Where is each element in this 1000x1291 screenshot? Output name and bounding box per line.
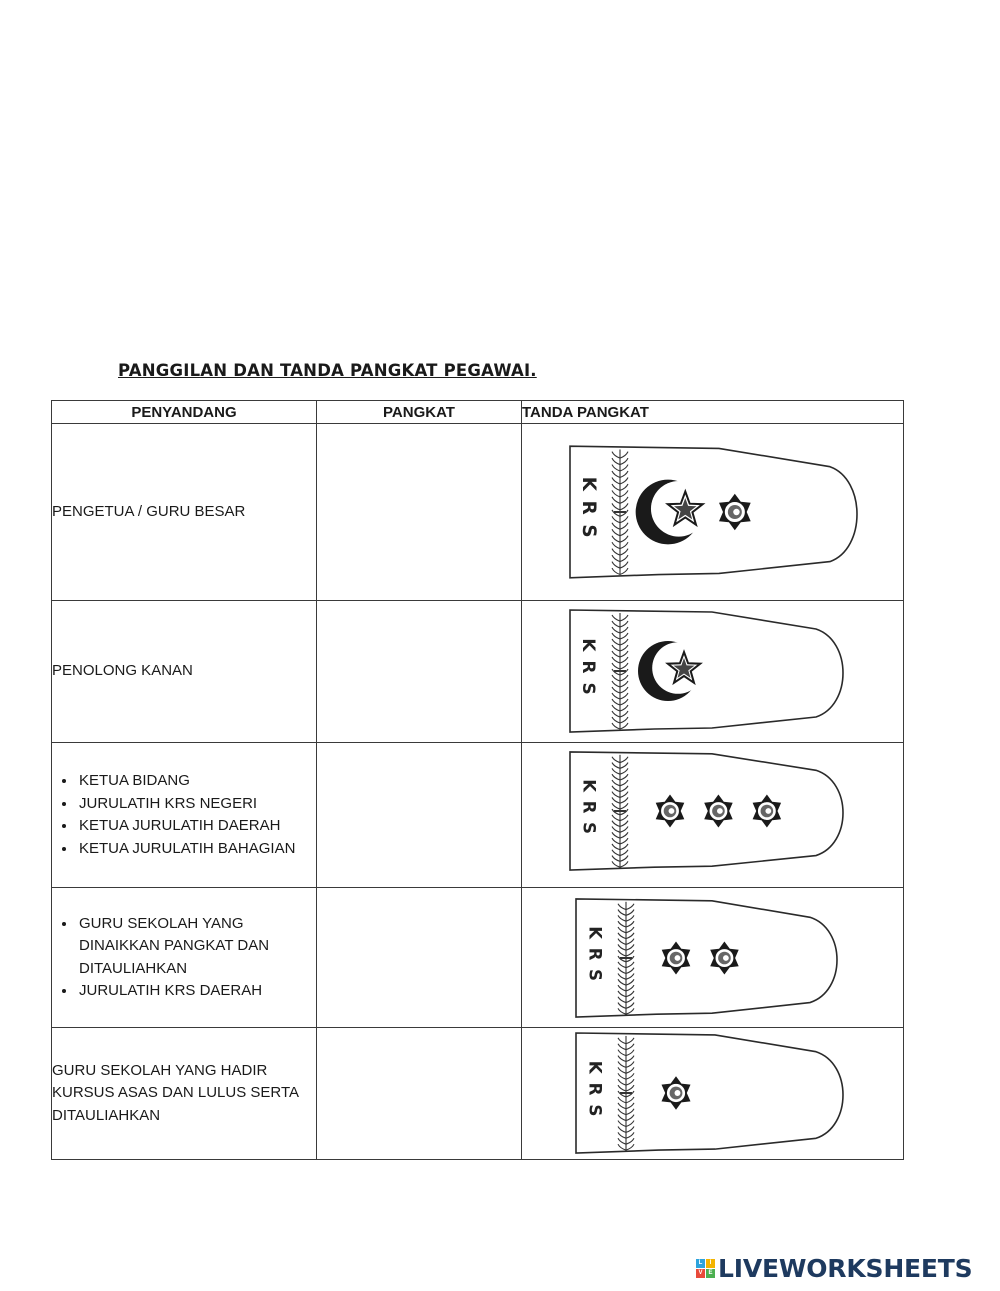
logo-blocks (696, 1259, 715, 1278)
svg-text:KRS: KRS (579, 779, 599, 843)
liveworksheets-logo (696, 1254, 972, 1283)
epaulette-icon (568, 607, 856, 735)
list-item: • JURULATIH KRS NEGERI (77, 793, 316, 816)
penyandang-cell: GURU SEKOLAH YANG HADIR KURSUS ASAS DAN LULUS SERTA DITAULIAHKAN (52, 1028, 317, 1160)
logo-block: I (706, 1259, 715, 1268)
list-item: • GURU SEKOLAH YANG DINAIKKAN PANGKAT DAN DITAULIAHKAN (77, 913, 316, 981)
epaulette-icon (568, 443, 870, 581)
krs-label (586, 926, 605, 989)
logo-block: V (696, 1269, 705, 1278)
header-pangkat: PANGKAT (317, 401, 522, 424)
tanda-pangkat-cell (522, 888, 904, 1028)
list-item: • KETUA JURULATIH DAERAH (77, 815, 316, 838)
rank-table (51, 400, 904, 1160)
pangkat-input-cell[interactable] (317, 743, 522, 888)
pangkat-input-cell[interactable] (317, 601, 522, 743)
epaulette-outline (570, 752, 843, 870)
table-header-row (52, 401, 904, 424)
logo-block: E (706, 1269, 715, 1278)
epaulette-outline (576, 899, 837, 1017)
krs-label (578, 477, 599, 548)
list-item: • JURULATIH KRS DAERAH (77, 980, 316, 1003)
logo-block: L (696, 1259, 705, 1268)
table-row (52, 424, 904, 601)
penyandang-cell (52, 743, 317, 888)
penyandang-list (52, 913, 316, 1003)
logo-text: LIVEWORKSHEETS (718, 1254, 973, 1283)
header-tanda-pangkat: TANDA PANGKAT (522, 401, 904, 424)
penyandang-list (52, 770, 316, 860)
epaulette-icon (574, 1030, 856, 1156)
svg-text:KRS: KRS (585, 926, 605, 990)
tanda-pangkat-cell (522, 1028, 904, 1160)
krs-label (580, 779, 599, 842)
penyandang-cell: PENOLONG KANAN (52, 601, 317, 743)
epaulette-outline (570, 610, 843, 732)
svg-text:KRS: KRS (578, 476, 599, 548)
list-item: • KETUA JURULATIH BAHAGIAN (77, 838, 316, 861)
table-row (52, 888, 904, 1028)
epaulette-icon (574, 896, 850, 1020)
epaulette-icon (568, 749, 856, 873)
header-penyandang: PENYANDANG (52, 401, 317, 424)
penyandang-cell: PENGETUA / GURU BESAR (52, 424, 317, 601)
table-row (52, 743, 904, 888)
pangkat-input-cell[interactable] (317, 1028, 522, 1160)
table-row (52, 1028, 904, 1160)
tanda-pangkat-cell (522, 743, 904, 888)
page-title: PANGGILAN DAN TANDA PANGKAT PEGAWAI. (118, 361, 537, 380)
table-row (52, 601, 904, 743)
krs-label (586, 1061, 606, 1125)
svg-text:KRS: KRS (585, 1060, 606, 1126)
list-item: • KETUA BIDANG (77, 770, 316, 793)
pangkat-input-cell[interactable] (317, 888, 522, 1028)
svg-text:KRS: KRS (578, 638, 598, 704)
pangkat-input-cell[interactable] (317, 424, 522, 601)
tanda-pangkat-cell (522, 601, 904, 743)
tanda-pangkat-cell (522, 424, 904, 601)
epaulette-outline (576, 1033, 843, 1153)
penyandang-cell (52, 888, 317, 1028)
krs-label (578, 638, 598, 704)
